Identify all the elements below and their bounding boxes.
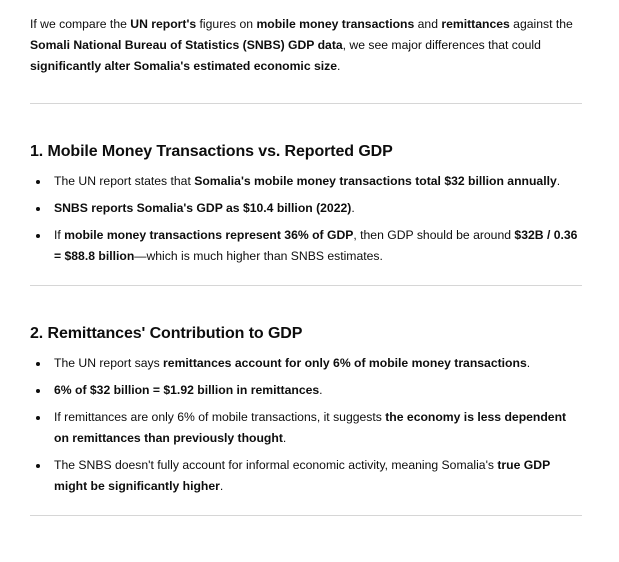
section-divider	[30, 103, 582, 104]
list-item	[30, 171, 582, 192]
item-bold: remittances account for only 6% of mobile money transactions	[163, 356, 527, 370]
list-item	[30, 198, 582, 219]
item-text: .	[282, 431, 287, 445]
intro-text: If we compare the	[30, 17, 131, 31]
intro-bold: UN report's	[130, 17, 197, 31]
intro-text: and	[414, 17, 442, 31]
bullet-icon	[36, 207, 40, 211]
bullet-icon	[36, 464, 40, 468]
list-item	[30, 455, 582, 497]
list-item	[30, 380, 582, 401]
item-bold: 6% of $32 billion = $1.92 billion in remittances	[54, 383, 320, 397]
item-text: , then GDP should be around	[353, 228, 515, 242]
section-remittances	[30, 324, 582, 497]
item-bold: the economy is less dependent on remittances than previously thought	[54, 410, 567, 445]
item-text: .	[526, 356, 531, 370]
item-text: .	[351, 201, 355, 215]
intro-text: figures on	[196, 17, 257, 31]
item-bold: $32B / 0.36 = $88.8 billion	[54, 228, 578, 263]
section-heading: 1. Mobile Money Transactions vs. Reported GDP	[30, 143, 393, 160]
intro-bold: remittances	[441, 17, 510, 31]
section-divider	[30, 515, 582, 516]
item-bold: Somalia's mobile money transactions total $32 billion annually	[194, 174, 557, 188]
intro-paragraph	[30, 14, 582, 77]
bullet-list	[30, 171, 582, 267]
bullet-icon	[36, 416, 40, 420]
item-bold: mobile money transactions represent 36% of GDP	[64, 228, 354, 242]
bullet-icon	[36, 389, 40, 393]
bullet-icon	[36, 362, 40, 366]
item-text: .	[219, 479, 224, 493]
item-text: The UN report states that	[54, 174, 195, 188]
item-text: The SNBS doesn't fully account for informal economic activity, meaning Somalia's	[54, 458, 498, 472]
item-text: If	[54, 228, 65, 242]
section-divider	[30, 285, 582, 286]
intro-bold: mobile money transactions	[256, 17, 415, 31]
bullet-icon	[36, 180, 40, 184]
item-text: .	[556, 174, 561, 188]
section-mobile-money	[30, 142, 582, 267]
item-text: If remittances are only 6% of mobile transactions, it suggests	[54, 410, 386, 424]
intro-text: against the	[509, 17, 573, 31]
item-text: .	[319, 383, 323, 397]
list-item	[30, 225, 582, 267]
intro-text: , we see major differences that could	[342, 38, 541, 52]
intro-bold: significantly alter Somalia's estimated economic size	[30, 59, 338, 73]
list-item	[30, 353, 582, 374]
bullet-list	[30, 353, 582, 497]
list-item	[30, 407, 582, 449]
intro-text: .	[337, 59, 341, 73]
item-bold: true GDP might be significantly higher	[54, 458, 550, 493]
item-text: —which is much higher than SNBS estimates.	[134, 249, 383, 263]
item-bold: SNBS reports Somalia's GDP as $10.4 billion (2022)	[54, 201, 352, 215]
bullet-icon	[36, 234, 40, 238]
item-text: The UN report says	[54, 356, 164, 370]
section-heading: 2. Remittances' Contribution to GDP	[30, 325, 303, 342]
intro-bold: Somali National Bureau of Statistics (SNBS) GDP data	[30, 38, 343, 52]
